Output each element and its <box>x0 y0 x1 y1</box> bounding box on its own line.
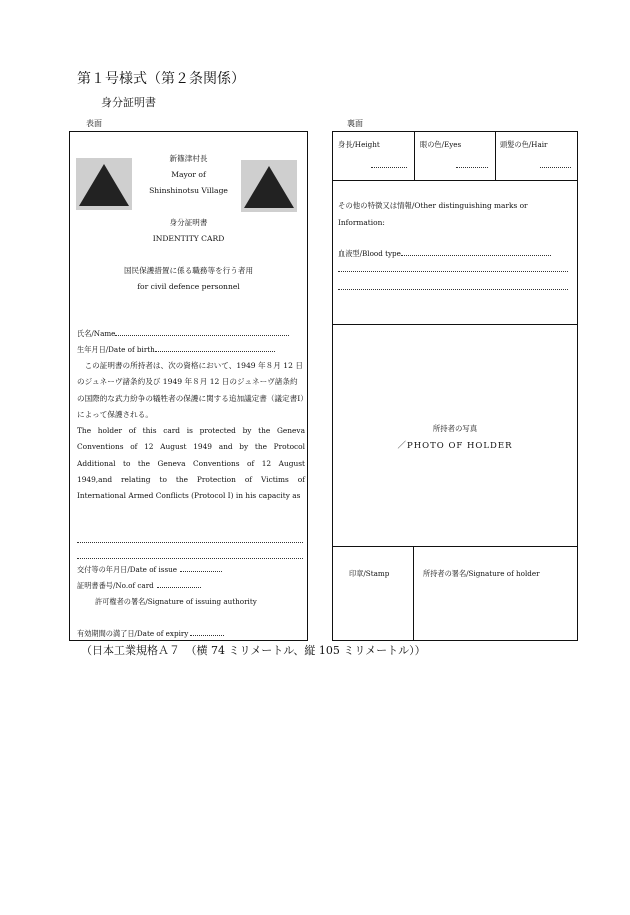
column-divider <box>413 546 414 640</box>
row-divider <box>333 546 577 547</box>
birth-date-leader <box>155 343 275 352</box>
card-title-jp: 身分証明書 <box>169 218 208 227</box>
hair-color-leader <box>540 159 571 168</box>
card-number-field <box>77 578 201 594</box>
column-divider <box>414 132 415 180</box>
holder-signature-label: 所持者の署名/Signature of holder <box>423 569 540 578</box>
information-line <box>338 271 568 272</box>
stamp-label: 印章/Stamp <box>349 569 390 578</box>
issue-date-leader <box>180 563 222 572</box>
name-leader <box>115 327 289 336</box>
height-label: 身長/Height <box>338 140 380 149</box>
birth-date-field <box>77 342 275 358</box>
column-divider <box>495 132 496 180</box>
photo-label-en: ／PHOTO OF HOLDER <box>397 441 513 451</box>
issue-date-field <box>77 562 222 578</box>
photo-label-jp: 所持者の写真 <box>432 424 478 433</box>
card-front <box>69 131 308 641</box>
blood-type-field <box>338 246 551 262</box>
protection-statement-en: The holder of this card is protected by the Geneva Conventions of 12 August 1949 and by the Protocol Additional to the Geneva Conventions of 12 August 1949,and relating to the Protection of Victims of International Armed Conflicts (Protocol I) in his capacity as <box>77 426 305 501</box>
height-leader <box>371 159 407 168</box>
information-line <box>338 289 568 290</box>
form-number-heading: 第１号様式（第２条関係） <box>77 71 245 87</box>
row-divider <box>333 180 577 181</box>
hair-color-label: 頭髪の色/Hair <box>500 140 548 149</box>
name-field <box>77 326 289 342</box>
birth-date-label: 生年月日/Date of birth <box>77 345 155 354</box>
issuer-jp: 新篠津村長 <box>169 154 208 163</box>
blood-type-label: 血液型/Blood type <box>338 249 401 258</box>
capacity-line <box>77 558 303 559</box>
issuing-authority-signature-label: 許可権者の署名/Signature of issuing authority <box>95 597 257 606</box>
card-back <box>332 131 578 641</box>
expiry-date-label: 有効期間の満了日/Date of expiry <box>77 629 189 638</box>
card-number-label: 証明書番号/No.of card <box>77 581 154 590</box>
issuer-en-line1: Mayor of <box>171 170 206 179</box>
eye-color-label: 眼の色/Eyes <box>420 140 462 149</box>
front-side-label: 表面 <box>86 119 102 128</box>
issue-date-label: 交付等の年月日/Date of issue <box>77 565 178 574</box>
card-title-en: INDENTITY CARD <box>152 234 225 243</box>
purpose-en: for civil defence personnel <box>137 282 240 291</box>
document-subtitle: 身分証明書 <box>101 96 156 109</box>
protection-statement-jp: この証明書の所持者は、次の資格において、1949 年８月 12 日のジュネーヴ諸条約及び 1949 年８月 12 日のジュネーヴ諸条約の国際的な武力紛争の犠牲者の保護に関する追加議定書（議定書Ⅰ）によって保護される。 <box>77 361 305 419</box>
expiry-date-leader <box>190 627 224 636</box>
blood-type-leader <box>401 247 551 256</box>
back-side-label: 裏面 <box>347 119 363 128</box>
expiry-date-field <box>77 626 224 642</box>
name-label: 氏名/Name <box>77 329 116 338</box>
row-divider <box>333 324 577 325</box>
purpose-jp: 国民保護措置に係る職務等を行う者用 <box>123 266 254 275</box>
capacity-line <box>77 542 303 543</box>
other-marks-label: その他の特徴又は情報/Other distinguishing marks or Information: <box>338 201 528 227</box>
issuer-en-line2: Shinshinotsu Village <box>149 186 228 195</box>
eye-color-leader <box>456 159 488 168</box>
paper-size-note: （日本工業規格Ａ７ （横 74 ミリメートル、縦 105 ミリメートル）） <box>81 644 426 657</box>
civil-defence-emblem-icon <box>76 158 132 210</box>
card-number-leader <box>157 579 201 588</box>
